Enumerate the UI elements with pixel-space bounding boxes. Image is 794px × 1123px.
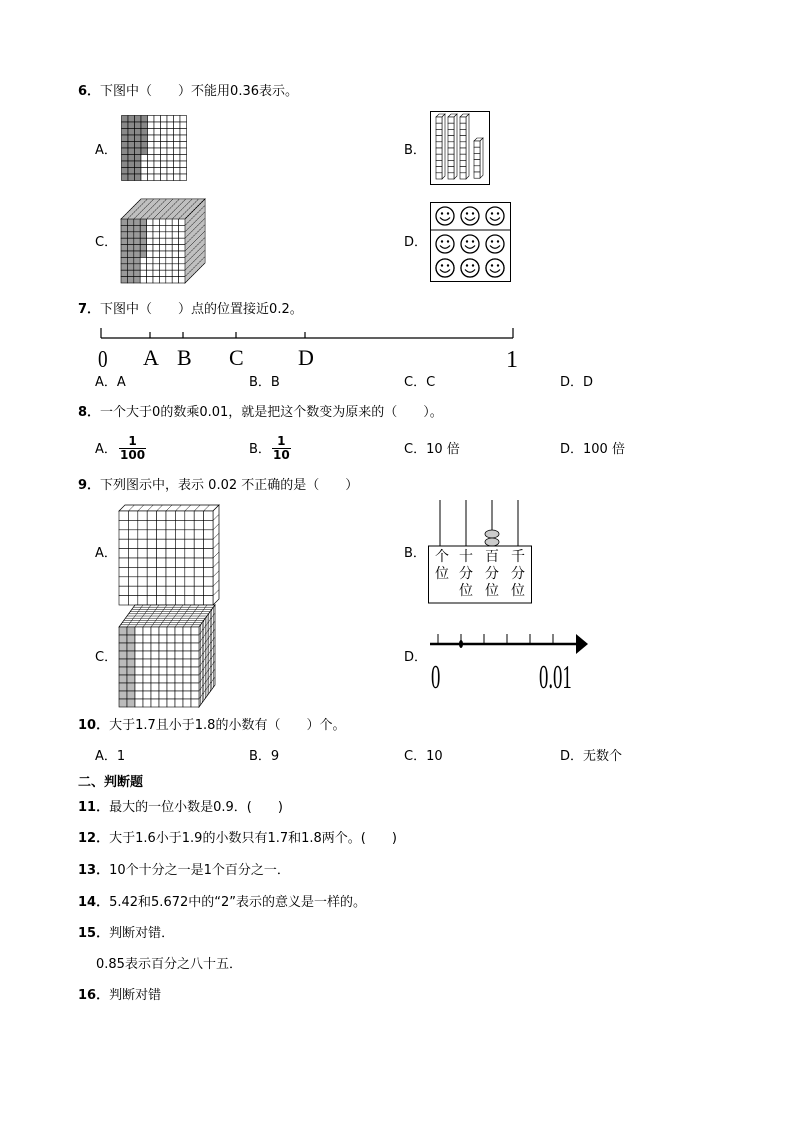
question-number: 12． <box>78 831 110 846</box>
thousand-cube-shaded-picture <box>119 605 215 709</box>
option-b-label: B． <box>404 143 426 158</box>
question-number: 16． <box>78 988 110 1003</box>
tick-label-0.01: 0.01 <box>539 658 572 696</box>
question-number: 13． <box>78 863 110 878</box>
question-text: 判断对错． <box>109 926 175 941</box>
option-c: C．10 <box>404 749 443 764</box>
option-d-label: D． <box>404 235 428 250</box>
base-ten-rods-picture <box>430 111 490 185</box>
tick-label-0: 0 <box>431 658 441 696</box>
option-a: A．1 <box>95 749 126 764</box>
question-9 <box>78 478 358 494</box>
question-13 <box>78 863 290 879</box>
question-number: 8． <box>78 405 101 420</box>
question-number: 11． <box>78 800 110 815</box>
question-text: 最大的一位小数是0.9．( ) <box>109 800 283 815</box>
tick-label-a: A <box>143 345 159 370</box>
question-6 <box>78 84 298 100</box>
hundred-grid-36-shaded <box>121 115 187 181</box>
option-c: C．10 倍 <box>404 442 460 457</box>
question-16 <box>78 988 161 1004</box>
question-15-statement <box>96 957 242 973</box>
tick-label-d: D <box>298 345 314 370</box>
question-number: 10． <box>78 718 110 733</box>
question-12 <box>78 831 397 847</box>
question-text: 下列图示中，表示 0.02 不正确的是（ ） <box>100 478 359 493</box>
option-b-label: B． <box>249 442 271 457</box>
option-d: D．100 倍 <box>560 442 625 457</box>
option-b-fraction <box>272 435 291 462</box>
tick-label-0: 0 <box>98 346 108 373</box>
question-10 <box>78 718 345 734</box>
question-text: 大于1.6小于1.9的小数只有1.7和1.8两个。( ) <box>109 831 397 846</box>
abacus-col-ones-1: 个 <box>435 550 449 565</box>
abacus-col-thousandths-3: 位 <box>511 584 525 599</box>
question-text: 下图中（ ）点的位置接近0.2。 <box>100 302 303 317</box>
tick-label-c: C <box>229 345 244 370</box>
number-line-0-to-1 <box>98 326 518 372</box>
tick-label-1: 1 <box>506 347 518 373</box>
fraction-numerator: 1 <box>119 435 146 449</box>
option-c-label: C． <box>95 235 118 250</box>
option-b: B．B <box>249 375 280 390</box>
question-text: 一个大于0的数乘0.01，就是把这个数变为原来的（ ）。 <box>100 405 443 420</box>
abacus-col-tenths-2: 分 <box>459 567 473 582</box>
section-heading-judgement: 二、判断题 <box>78 775 144 790</box>
question-text: 下图中（ ）不能用0.36表示。 <box>100 84 298 99</box>
fraction-numerator: 1 <box>272 435 291 449</box>
question-8 <box>78 405 443 421</box>
abacus-col-hundredths-1: 百 <box>485 550 499 565</box>
hundred-grid-cube-picture <box>119 503 221 603</box>
option-d-label: D． <box>404 650 428 665</box>
option-b-label: B． <box>404 546 426 561</box>
option-a-label: A． <box>95 546 117 561</box>
question-text: 0.85表示百分之八十五． <box>96 957 242 972</box>
abacus-col-ones-2: 位 <box>435 567 449 582</box>
question-text: 大于1.7且小于1.8的小数有（ ）个。 <box>109 718 346 733</box>
fraction-denominator: 10 <box>273 448 290 462</box>
abacus-col-thousandths-1: 千 <box>511 550 525 565</box>
question-number: 14． <box>78 895 110 910</box>
option-d: D．D <box>560 375 594 390</box>
thousand-cube-picture <box>121 199 209 283</box>
question-15 <box>78 926 174 942</box>
option-d: D．无数个 <box>560 749 623 764</box>
question-number: 15． <box>78 926 110 941</box>
question-7 <box>78 302 303 318</box>
fraction-denominator: 100 <box>120 448 146 462</box>
abacus-col-hundredths-2: 分 <box>485 567 499 582</box>
question-text: 5.42和5.672中的“2”表示的意义是一样的。 <box>109 895 366 910</box>
option-a: A．A <box>95 375 126 390</box>
abacus-col-hundredths-3: 位 <box>485 584 499 599</box>
abacus-picture <box>428 500 532 604</box>
question-number: 6． <box>78 84 101 99</box>
question-number: 9． <box>78 478 101 493</box>
option-a-label: A． <box>95 143 117 158</box>
abacus-col-thousandths-2: 分 <box>511 567 525 582</box>
question-11 <box>78 800 283 816</box>
question-text: 判断对错 <box>109 988 162 1003</box>
option-b: B．9 <box>249 749 280 764</box>
option-a-label: A． <box>95 442 117 457</box>
smiley-faces-picture <box>430 202 511 282</box>
option-a-fraction <box>119 435 146 462</box>
option-c: C．C <box>404 375 436 390</box>
option-c-label: C． <box>95 650 118 665</box>
abacus-col-tenths-3: 位 <box>459 584 473 599</box>
question-number: 7． <box>78 302 101 317</box>
question-text: 10个十分之一是1个百分之一． <box>109 863 290 878</box>
question-14 <box>78 895 366 911</box>
tick-label-b: B <box>177 345 192 370</box>
abacus-col-tenths-1: 十 <box>459 550 473 565</box>
number-line-0-to-0.01 <box>428 628 590 696</box>
